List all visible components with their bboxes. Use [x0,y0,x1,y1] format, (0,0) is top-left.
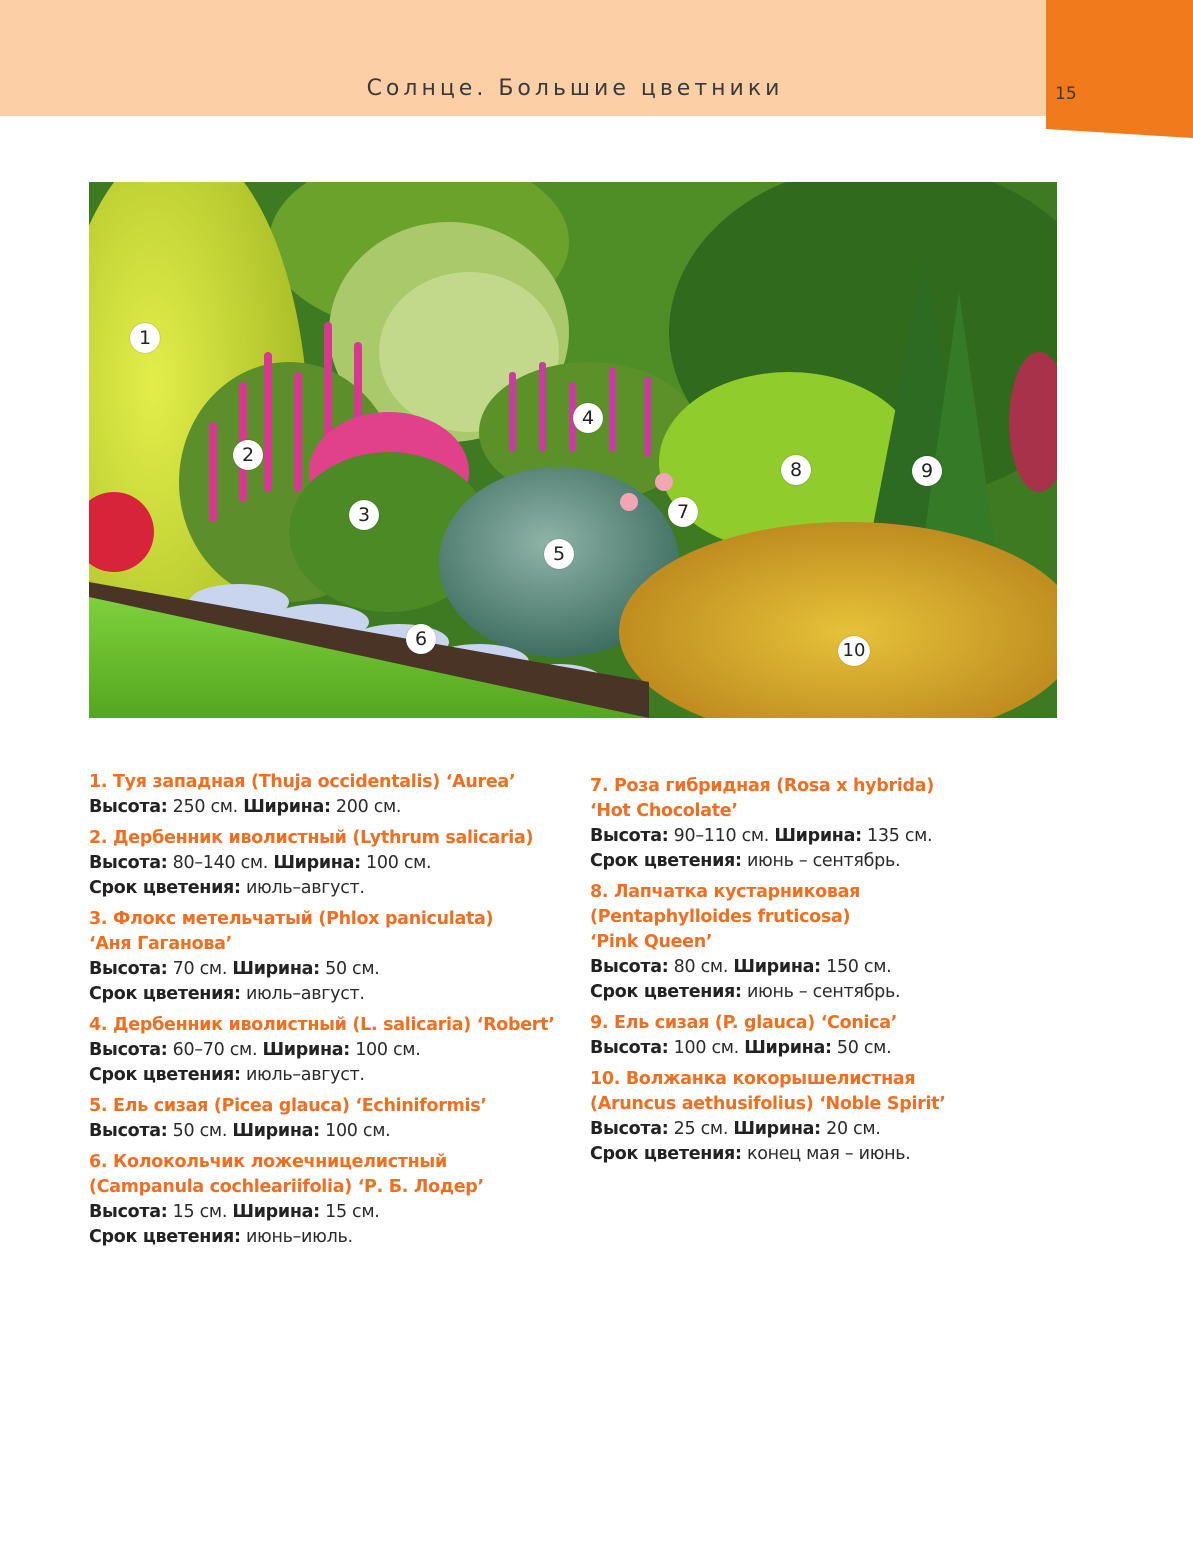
plant-entry-4 [89,1013,559,1088]
plant-title-cultivar: ‘Hot Chocolate’ [590,801,738,821]
photo-marker-6: 6 [406,624,436,654]
plant-size: Высота: 15 см. Ширина: 15 см. [89,1202,380,1222]
page-section-title: Солнце. Большие цветники [366,76,784,101]
plant-entry-3 [89,907,559,1007]
plant-bloom: Срок цветения: июль–август. [89,1065,365,1085]
photo-marker-3: 3 [349,500,379,530]
photo-marker-4: 4 [573,403,603,433]
photo-marker-9: 9 [912,456,942,486]
plant-title: 8. Лапчатка кустарниковая [590,882,861,902]
plant-size: Высота: 50 см. Ширина: 100 см. [89,1121,391,1141]
plant-title: 2. Дербенник иволистный (Lythrum salicaria) [89,828,534,848]
plant-entry-5 [89,1094,559,1144]
plant-size: Высота: 80 см. Ширина: 150 см. [590,957,892,977]
plant-size: Высота: 100 см. Ширина: 50 см. [590,1038,892,1058]
photo-marker-2: 2 [233,440,263,470]
plant-size: Высота: 25 см. Ширина: 20 см. [590,1119,881,1139]
plant-entry-2 [89,826,559,901]
plant-size: Высота: 60–70 см. Ширина: 100 см. [89,1040,421,1060]
plant-bloom: Срок цветения: июнь – сентябрь. [590,851,901,871]
page-number: 15 [1055,84,1077,104]
plant-size: Высота: 80–140 см. Ширина: 100 см. [89,853,432,873]
plant-list-right [590,774,1020,1173]
plant-title-cultivar: (Aruncus aethusifolius) ‘Noble Spirit’ [590,1094,946,1114]
photo-marker-1: 1 [130,323,160,353]
plant-bloom: Срок цветения: июль–август. [89,984,365,1004]
plant-entry-7 [590,774,1020,874]
plant-title: 6. Колокольчик ложечницелистный [89,1152,447,1172]
plant-title: 7. Роза гибридная (Rosa x hybrida) [590,776,934,796]
photo-marker-10: 10 [838,636,870,666]
plant-entry-1 [89,770,559,820]
plant-bloom: Срок цветения: июнь–июль. [89,1227,353,1247]
plant-size: Высота: 70 см. Ширина: 50 см. [89,959,380,979]
plant-size: Высота: 250 см. Ширина: 200 см. [89,797,402,817]
garden-photo [89,182,1057,718]
photo-marker-8: 8 [781,455,811,485]
plant-entry-8 [590,880,1020,1005]
plant-bloom: Срок цветения: июнь – сентябрь. [590,982,901,1002]
plant-size: Высота: 90–110 см. Ширина: 135 см. [590,826,933,846]
orange-corner-tab [0,0,1193,140]
plant-title: 10. Волжанка кокорышелистная [590,1069,916,1089]
plant-title: 3. Флокс метельчатый (Phlox paniculata) [89,909,494,929]
photo-marker-5: 5 [544,539,574,569]
plant-title-cultivar: ‘Pink Queen’ [590,932,713,952]
plant-entry-10 [590,1067,1020,1167]
plant-bloom: Срок цветения: июль–август. [89,878,365,898]
plant-title-latin: (Pentaphylloides fruticosa) [590,907,851,927]
plant-bloom: Срок цветения: конец мая – июнь. [590,1144,911,1164]
photo-marker-7: 7 [668,497,698,527]
plant-title: 5. Ель сизая (Picea glauca) ‘Echiniformis’ [89,1096,487,1116]
plant-entry-9 [590,1011,1020,1061]
plant-title: 4. Дербенник иволистный (L. salicaria) ‘Robert’ [89,1015,555,1035]
plant-title: 9. Ель сизая (P. glauca) ‘Conica’ [590,1013,898,1033]
plant-title: 1. Туя западная (Thuja occidentalis) ‘Aurea’ [89,772,516,792]
plant-title-cultivar: (Campanula cochleariifolia) ‘Р. Б. Лодер’ [89,1177,484,1197]
plant-list-left [89,770,559,1256]
plant-title-cultivar: ‘Аня Гаганова’ [89,934,232,954]
plant-entry-6 [89,1150,559,1250]
